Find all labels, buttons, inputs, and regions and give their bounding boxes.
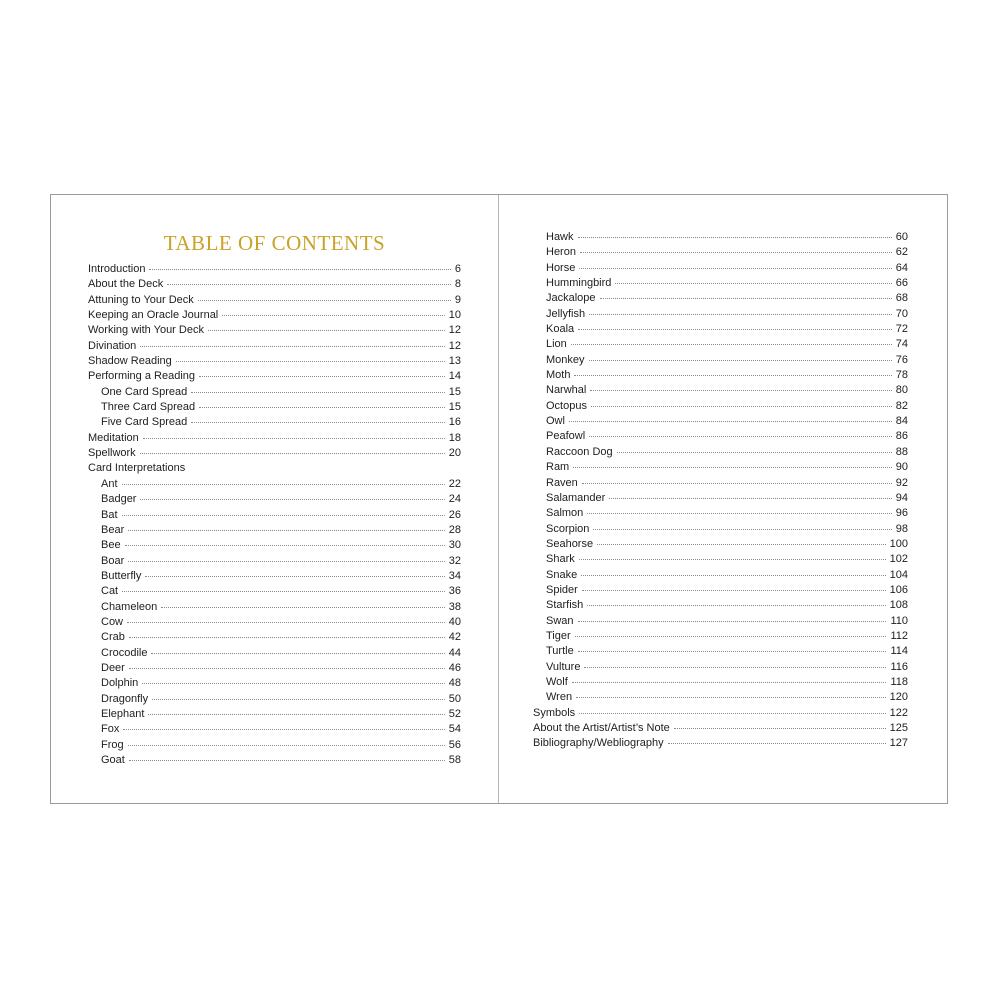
dot-leader — [597, 544, 886, 545]
toc-entry — [88, 477, 461, 492]
dot-leader — [191, 392, 445, 393]
toc-entry-label: Butterfly — [101, 569, 142, 582]
toc-entry-label: Keeping an Oracle Journal — [88, 309, 219, 322]
dot-leader — [579, 268, 891, 269]
dot-leader — [122, 591, 445, 592]
toc-entry-page-number: 74 — [895, 338, 908, 351]
toc-entry — [88, 293, 461, 308]
dot-leader — [590, 390, 891, 391]
dot-leader — [609, 498, 891, 499]
toc-entry-page-number: 48 — [448, 677, 461, 690]
toc-entry-page-number: 10 — [448, 309, 461, 322]
toc-entry-label: Performing a Reading — [88, 370, 196, 383]
dot-leader — [125, 545, 445, 546]
toc-entry — [88, 569, 461, 584]
toc-entry-label: Meditation — [88, 431, 139, 444]
toc-entry-page-number: 30 — [448, 539, 461, 552]
toc-entry-label: Hummingbird — [546, 277, 612, 290]
toc-entry-label: Horse — [546, 261, 576, 274]
toc-entry-label: Card Interpretations — [88, 462, 186, 475]
toc-entry-label: Jackalope — [546, 292, 596, 305]
toc-entry — [88, 339, 461, 354]
toc-entry — [533, 399, 908, 414]
dot-leader — [589, 314, 892, 315]
toc-entry — [533, 276, 908, 291]
toc-entry — [533, 230, 908, 245]
toc-entry-page-number: 50 — [448, 692, 461, 705]
toc-entry — [533, 568, 908, 583]
toc-entry-page-number: 38 — [448, 600, 461, 613]
toc-entry-page-number: 8 — [454, 278, 461, 291]
toc-entry-page-number: 60 — [895, 231, 908, 243]
toc-entry — [88, 554, 461, 569]
toc-entry-label: Raccoon Dog — [546, 445, 613, 458]
toc-entry-label: Hawk — [546, 231, 574, 243]
toc-entry-page-number: 58 — [448, 754, 461, 766]
toc-entry-page-number: 6 — [454, 263, 461, 275]
dot-leader — [591, 406, 892, 407]
toc-entry — [88, 646, 461, 661]
toc-entry-page-number: 114 — [890, 645, 908, 658]
toc-entry — [533, 629, 908, 644]
toc-entry-page-number: 18 — [448, 431, 461, 444]
toc-entry-label: Working with Your Deck — [88, 324, 204, 337]
toc-entry-page-number: 104 — [889, 568, 908, 581]
dot-leader — [574, 375, 891, 376]
toc-entry-label: Attuning to Your Deck — [88, 293, 194, 306]
toc-entry — [533, 506, 908, 521]
toc-entry-label: Chameleon — [101, 600, 158, 613]
toc-entry — [533, 552, 908, 567]
toc-entry-label: Shark — [546, 553, 575, 566]
toc-entry-label: Spellwork — [88, 447, 136, 460]
dot-leader — [587, 513, 891, 514]
toc-entry — [533, 245, 908, 260]
toc-entry-label: Divination — [88, 339, 137, 352]
toc-entry-label: Octopus — [546, 399, 587, 412]
dot-leader — [128, 530, 445, 531]
toc-entry-label: Goat — [101, 754, 125, 766]
toc-entry — [88, 600, 461, 615]
dot-leader — [571, 344, 892, 345]
toc-entry-label: Wren — [546, 691, 573, 704]
dot-leader — [176, 361, 445, 362]
toc-entry — [533, 660, 908, 675]
toc-entry — [533, 598, 908, 613]
toc-entry-label: Bear — [101, 523, 125, 536]
toc-entry-page-number: 78 — [895, 369, 908, 382]
toc-entry-label: Peafowl — [546, 430, 586, 443]
toc-entry-label: Wolf — [546, 675, 568, 688]
toc-entry-page-number: 40 — [448, 615, 461, 628]
toc-entry-page-number: 16 — [448, 416, 461, 429]
toc-entry-page-number: 80 — [895, 384, 908, 397]
dot-leader — [198, 300, 451, 301]
dot-leader — [199, 376, 445, 377]
toc-entry — [88, 722, 461, 737]
toc-entry-label: Five Card Spread — [101, 416, 188, 429]
dot-leader — [140, 499, 444, 500]
toc-entry — [533, 307, 908, 322]
toc-entry — [88, 753, 461, 768]
toc-entry-page-number: 14 — [448, 370, 461, 383]
dot-leader — [578, 651, 887, 652]
dot-leader — [582, 483, 892, 484]
toc-entry-page-number: 88 — [895, 445, 908, 458]
toc-entry-label: About the Artist/Artist’s Note — [533, 722, 670, 734]
dot-leader — [569, 421, 892, 422]
toc-entry — [88, 692, 461, 707]
dot-leader — [593, 529, 891, 530]
toc-title: TABLE OF CONTENTS — [163, 231, 386, 255]
toc-entry-page-number: 86 — [895, 430, 908, 443]
toc-entry-page-number: 9 — [454, 293, 461, 306]
toc-entry-page-number: 52 — [448, 707, 461, 720]
toc-entry-label: Deer — [101, 661, 125, 674]
toc-entry-page-number: 70 — [895, 307, 908, 320]
toc-entry — [88, 308, 461, 323]
toc-list-right — [533, 230, 908, 752]
toc-entry — [533, 476, 908, 491]
toc-entry-page-number: 68 — [895, 292, 908, 305]
toc-entry-label: Crocodile — [101, 646, 148, 659]
toc-entry — [533, 706, 908, 721]
toc-entry-label: Three Card Spread — [101, 401, 196, 414]
dot-leader — [140, 346, 444, 347]
toc-entry-page-number: 56 — [448, 738, 461, 751]
toc-entry — [88, 676, 461, 691]
toc-entry-page-number: 94 — [895, 491, 908, 504]
toc-entry-page-number: 92 — [895, 476, 908, 489]
toc-entry-label: Lion — [546, 338, 567, 351]
toc-entry — [88, 277, 461, 292]
toc-entry-page-number: 108 — [889, 599, 908, 612]
toc-entry-label: Jellyfish — [546, 307, 586, 320]
dot-leader — [122, 484, 445, 485]
toc-entry-page-number: 20 — [448, 447, 461, 460]
dot-leader — [617, 452, 892, 453]
toc-entry-label: Scorpion — [546, 522, 590, 535]
toc-entry-page-number: 102 — [889, 553, 908, 566]
dot-leader — [122, 515, 445, 516]
toc-entry-page-number: 34 — [448, 569, 461, 582]
toc-entry-page-number: 15 — [448, 385, 461, 398]
toc-entry-label: Moth — [546, 369, 571, 382]
dot-leader — [578, 237, 892, 238]
toc-entry — [533, 721, 908, 736]
toc-entry-label: Elephant — [101, 707, 145, 720]
toc-entry — [88, 446, 461, 461]
dot-leader — [589, 360, 892, 361]
toc-entry-page-number: 106 — [889, 583, 908, 596]
dot-leader — [152, 699, 445, 700]
toc-entry-page-number: 90 — [895, 461, 908, 474]
toc-entry — [88, 630, 461, 645]
dot-leader — [674, 728, 886, 729]
toc-entry-page-number: 96 — [895, 507, 908, 520]
toc-entry-page-number: 112 — [890, 629, 908, 642]
toc-entry — [88, 385, 461, 400]
dot-leader — [575, 636, 887, 637]
dot-leader — [151, 653, 444, 654]
toc-entry-page-number: 15 — [448, 401, 461, 414]
dot-leader — [128, 745, 445, 746]
dot-leader — [581, 575, 885, 576]
toc-entry — [533, 583, 908, 598]
dot-leader — [222, 315, 445, 316]
toc-entry-label: Salamander — [546, 491, 606, 504]
dot-leader — [615, 283, 891, 284]
toc-entry-page-number: 62 — [895, 246, 908, 259]
toc-entry-page-number: 36 — [448, 585, 461, 598]
dot-leader — [589, 436, 892, 437]
toc-entry-page-number: 42 — [448, 631, 461, 644]
toc-entry-page-number: 84 — [895, 415, 908, 428]
toc-entry-page-number: 54 — [448, 723, 461, 736]
toc-entry-label: Snake — [546, 568, 578, 581]
toc-entry-label: Tiger — [546, 629, 571, 642]
toc-entry-page-number: 32 — [448, 554, 461, 567]
dot-leader — [579, 559, 886, 560]
dot-leader — [572, 682, 887, 683]
toc-entry-page-number: 125 — [889, 722, 908, 734]
dot-leader — [199, 407, 445, 408]
toc-entry-page-number: 24 — [448, 493, 461, 506]
toc-entry-page-number: 28 — [448, 523, 461, 536]
toc-entry — [88, 323, 461, 338]
toc-entry-label: Symbols — [533, 706, 576, 719]
toc-entry — [88, 508, 461, 523]
toc-entry-page-number: 122 — [889, 706, 908, 719]
toc-entry-label: Ram — [546, 461, 570, 474]
dot-leader — [587, 605, 885, 606]
toc-entry — [533, 322, 908, 337]
right-page — [499, 195, 947, 803]
toc-entry-label: Koala — [546, 323, 575, 336]
toc-entry-label: Badger — [101, 493, 137, 506]
toc-entry-page-number: 26 — [448, 508, 461, 521]
toc-entry-page-number: 118 — [890, 675, 908, 688]
dot-leader — [145, 576, 444, 577]
toc-entry — [533, 460, 908, 475]
toc-entry — [533, 291, 908, 306]
toc-entry-label: Dolphin — [101, 677, 139, 690]
toc-entry — [533, 337, 908, 352]
toc-entry-page-number: 46 — [448, 661, 461, 674]
toc-entry — [533, 368, 908, 383]
toc-entry-page-number: 82 — [895, 399, 908, 412]
dot-leader — [123, 729, 444, 730]
dot-leader — [167, 284, 451, 285]
toc-entry-page-number: 44 — [448, 646, 461, 659]
dot-leader — [573, 467, 892, 468]
toc-entry-page-number: 12 — [448, 339, 461, 352]
toc-entry — [533, 614, 908, 629]
toc-entry — [533, 429, 908, 444]
toc-entry — [533, 736, 908, 751]
toc-entry-label: Swan — [546, 614, 574, 627]
toc-entry — [88, 584, 461, 599]
toc-entry-label: Fox — [101, 723, 120, 736]
toc-entry-label: Turtle — [546, 645, 574, 658]
dot-leader — [668, 743, 886, 744]
toc-entry-label: Spider — [546, 583, 578, 596]
dot-leader — [579, 713, 885, 714]
book-spread — [50, 194, 948, 804]
toc-entry — [88, 262, 461, 277]
dot-leader — [208, 330, 445, 331]
toc-entry-label: Bibliography/Webliography — [533, 737, 664, 750]
dot-leader — [148, 714, 444, 715]
toc-entry-page-number: 76 — [895, 353, 908, 366]
toc-entry-label: One Card Spread — [101, 385, 188, 398]
toc-entry — [88, 738, 461, 753]
toc-entry-label: Cow — [101, 615, 124, 628]
toc-entry — [533, 491, 908, 506]
dot-leader — [578, 329, 892, 330]
toc-entry — [88, 615, 461, 630]
dot-leader — [140, 453, 445, 454]
toc-entry-label: Salmon — [546, 507, 584, 520]
dot-leader — [600, 298, 892, 299]
toc-entry-page-number: 116 — [890, 660, 908, 673]
toc-entry-page-number: 120 — [889, 691, 908, 704]
toc-entry-label: Dragonfly — [101, 692, 149, 705]
toc-entry-label: Crab — [101, 631, 125, 644]
dot-leader — [127, 622, 445, 623]
toc-entry-page-number: 12 — [448, 324, 461, 337]
toc-entry-page-number: 110 — [890, 614, 908, 627]
dot-leader — [582, 590, 886, 591]
toc-entry-page-number: 13 — [448, 355, 461, 368]
toc-entry-label: Ant — [101, 477, 118, 490]
dot-leader — [576, 697, 886, 698]
toc-entry — [88, 492, 461, 507]
dot-leader — [161, 607, 444, 608]
toc-entry-label: Introduction — [88, 263, 146, 275]
toc-entry-page-number: 66 — [895, 277, 908, 290]
toc-entry-label: Shadow Reading — [88, 355, 172, 368]
toc-entry — [533, 353, 908, 368]
toc-entry — [88, 415, 461, 430]
dot-leader — [149, 269, 450, 270]
toc-entry-label: About the Deck — [88, 278, 164, 291]
toc-entry — [533, 690, 908, 705]
dot-leader — [129, 760, 445, 761]
dot-leader — [142, 683, 444, 684]
toc-entry — [88, 461, 461, 476]
toc-entry — [533, 383, 908, 398]
toc-entry-label: Owl — [546, 415, 565, 428]
toc-entry — [533, 644, 908, 659]
dot-leader — [580, 252, 892, 253]
toc-entry-label: Frog — [101, 738, 124, 751]
toc-entry — [88, 400, 461, 415]
toc-entry-page-number: 64 — [895, 261, 908, 274]
dot-leader — [128, 561, 445, 562]
toc-entry-label: Boar — [101, 554, 125, 567]
toc-entry — [88, 431, 461, 446]
dot-leader — [129, 668, 445, 669]
toc-entry-label: Bat — [101, 508, 118, 521]
toc-entry-label: Starfish — [546, 599, 584, 612]
toc-entry-page-number: 22 — [448, 477, 461, 490]
toc-entry-label: Monkey — [546, 353, 585, 366]
toc-entry-page-number: 100 — [889, 537, 908, 550]
dot-leader — [129, 637, 445, 638]
toc-entry — [533, 675, 908, 690]
toc-entry — [533, 261, 908, 276]
toc-entry-label: Heron — [546, 246, 576, 259]
toc-entry — [533, 445, 908, 460]
dot-leader — [143, 438, 445, 439]
toc-entry-label: Narwhal — [546, 384, 587, 397]
toc-entry-page-number: 72 — [895, 323, 908, 336]
toc-list-left — [88, 262, 461, 768]
left-page — [51, 195, 498, 803]
dot-leader — [191, 422, 445, 423]
toc-entry — [88, 523, 461, 538]
dot-leader — [578, 621, 887, 622]
toc-entry — [533, 414, 908, 429]
toc-entry — [533, 522, 908, 537]
toc-entry-label: Vulture — [546, 660, 581, 673]
toc-entry — [533, 537, 908, 552]
toc-entry-label: Seahorse — [546, 537, 594, 550]
toc-entry — [88, 707, 461, 722]
toc-entry-page-number: 98 — [895, 522, 908, 535]
toc-entry — [88, 354, 461, 369]
toc-entry — [88, 661, 461, 676]
toc-entry-label: Bee — [101, 539, 121, 552]
toc-entry-label: Raven — [546, 476, 578, 489]
toc-entry — [88, 538, 461, 553]
toc-entry-label: Cat — [101, 585, 119, 598]
toc-entry-page-number: 127 — [889, 737, 908, 750]
dot-leader — [584, 667, 886, 668]
toc-entry — [88, 369, 461, 384]
